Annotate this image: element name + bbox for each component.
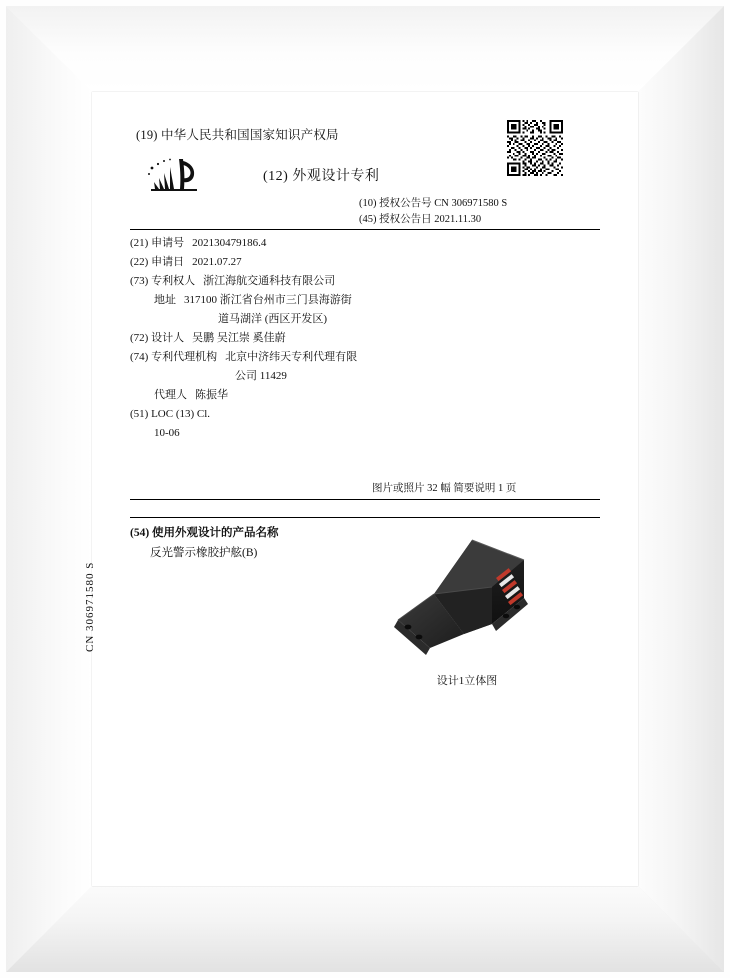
issuing-office-line: (19) 中华人民共和国国家知识产权局: [136, 128, 339, 142]
field-value: 2021.07.27: [192, 256, 242, 268]
product-drawing: [372, 532, 562, 677]
field-value: 公司 11429: [235, 370, 287, 382]
drawing-caption: 设计1立体图: [436, 675, 498, 687]
field-row: [130, 292, 600, 309]
field-row: [130, 235, 600, 252]
field-label: (21) 申请号: [130, 237, 185, 249]
product-name: 反光警示橡胶护舷(B): [150, 547, 258, 559]
field-value: 吴鹏 吴江崇 奚佳蔚: [192, 332, 286, 344]
field-row: [130, 254, 600, 271]
document-content: [84, 92, 638, 886]
frame-bevel-top: [6, 6, 724, 92]
field-label: (51) LOC (13) Cl.: [130, 408, 211, 420]
field-row: [130, 273, 600, 290]
publication-date: (45) 授权公告日 2021.11.30: [359, 214, 482, 225]
field-row: [130, 387, 600, 404]
field-value: 202130479186.4: [192, 237, 267, 249]
frame-bevel-right: [638, 6, 724, 972]
photos-count-note: 图片或照片 32 幅 简要说明 1 页: [372, 483, 517, 494]
cnipa-emblem-icon: [139, 155, 209, 197]
product-title-label: (54) 使用外观设计的产品名称: [130, 527, 279, 539]
patent-document-page: [84, 92, 638, 886]
field-value: 陈振华: [195, 389, 228, 401]
bibliographic-fields: [130, 235, 600, 444]
field-label: (73) 专利权人: [130, 275, 196, 287]
field-label: (72) 设计人: [130, 332, 185, 344]
field-label: 地址: [154, 294, 176, 306]
field-value: 10-06: [154, 427, 180, 439]
divider-under-title: [130, 517, 600, 518]
field-row: [130, 425, 600, 442]
field-row: [130, 368, 600, 385]
field-label: (22) 申请日: [130, 256, 185, 268]
field-label: 代理人: [154, 389, 187, 401]
side-publication-code: CN 306971580 S: [84, 561, 96, 652]
field-value: 北京中济纬天专利代理有限: [225, 351, 358, 363]
patent-type-title: (12) 外观设计专利: [263, 169, 380, 184]
field-value: 317100 浙江省台州市三门县海游街: [184, 294, 352, 306]
field-row: [130, 406, 600, 423]
field-row: [130, 349, 600, 366]
frame-bevel-bottom: [6, 886, 724, 972]
divider-top: [130, 229, 600, 230]
field-row: [130, 311, 600, 328]
field-value: 道马湖洋 (西区开发区): [218, 313, 328, 325]
field-row: [130, 330, 600, 347]
divider-middle: [130, 499, 600, 500]
frame-bevel-left: [6, 6, 92, 972]
field-label: (74) 专利代理机构: [130, 351, 218, 363]
publication-number: (10) 授权公告号 CN 306971580 S: [359, 198, 508, 209]
qr-code-icon: [507, 120, 563, 176]
field-value: 浙江海航交通科技有限公司: [203, 275, 336, 287]
